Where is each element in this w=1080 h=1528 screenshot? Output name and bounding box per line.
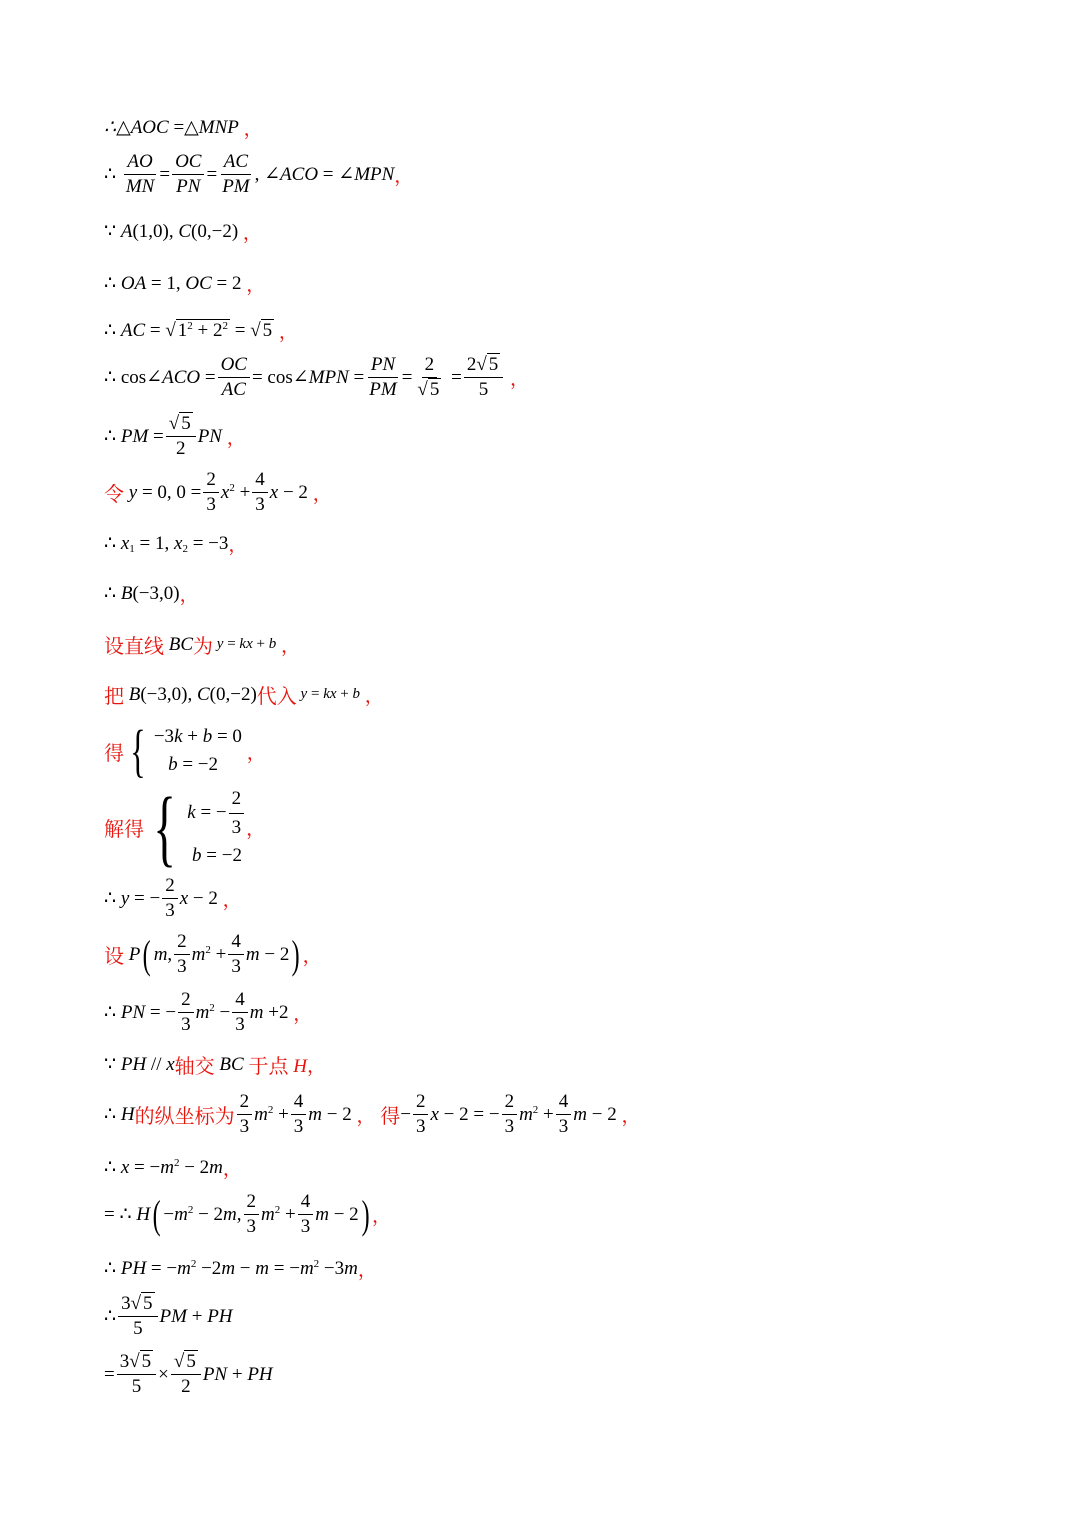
step-5: ∴ AC = √ $1^2 + 2^2$ = √ 5 ， (104, 320, 298, 343)
step-20: ∴ $x = -m^2 - 2m$ ， (104, 1157, 242, 1180)
step-13: 得 { −3k + b = 0 b = −2 ， (104, 718, 266, 783)
step-19: ∴ H 的纵坐标为 $\frac{2}{3}$ $m^2$ + $\frac{4}{3}$ m − 2 ， 得 − $\frac{2}{3}$ x − 2 = − $\frac{2}{3}$ $m^2$ + $\frac{4}{3}$ m − 2 ， (104, 1091, 641, 1137)
step-12: 把 B(−3,0), C(0,−2) 代入 y = kx + b ， (104, 683, 384, 708)
step-1: ∴△AOC =△MNP ， (104, 117, 263, 140)
step-21: = ∴ H ( $-m^2 - 2m$, $\frac{2}{3}$ $m^2$ + $\frac{4}{3}$ m − 2 ) ， (104, 1191, 392, 1237)
step-14: 解得 { k = − $\frac{2}{3}$ b = −2 ， (104, 779, 266, 875)
step-16: 设 P ( m, $\frac{2}{3}$ $m^2$ + $\frac{4}{3}$ m − 2 ) ， (104, 931, 322, 977)
step-17: ∴ PN = − $\frac{2}{3}$ $m^2$ − $\frac{4}{3}$ m +2 ， (104, 989, 313, 1035)
step-9: ∴ $x_1 = 1$, $x_2 = -3$ ， (104, 533, 248, 556)
step-11: 设直线 BC 为 y = kx + b ， (104, 633, 300, 658)
step-10: ∴ B(−3,0) ， (104, 583, 199, 606)
step-18: ∵ PH // x 轴交 BC 于点 H， (104, 1053, 326, 1078)
step-8: 令 y = 0, 0 = $\frac{2}{3}$ $x^2$ + $\frac{4}{3}$ x − 2 ， (104, 469, 332, 515)
step-22: ∴ PH = $-m^2 -2m - m = -m^2 -3m$ ， (104, 1258, 377, 1281)
step-23: ∴ $\frac{3√ 5}{5}$ PM + PH (104, 1293, 233, 1339)
step-24: = $\frac{3√ 5}{5}$ × $\frac{√ 5}{2}$ PN + PH (104, 1351, 273, 1397)
step-2: ∴ $\frac{AO}{MN}$ = $\frac{OC}{PN}$ = $\frac{AC}{PM}$ , ∠ACO = ∠MPN ， (104, 151, 414, 197)
step-6: ∴ cos∠ACO = $\frac{OC}{AC}$ = cos∠MPN = $\frac{PN}{PM}$ = $\frac{2}{√ 5}$ = $\frac{2√ 5}{5}$ ， (104, 354, 530, 400)
step-3: ∵ A(1,0), C(0,−2) ， (104, 221, 262, 244)
step-15: ∴ y = − $\frac{2}{3}$ x − 2 ， (104, 875, 242, 921)
step-4: ∴ OA = 1, OC = 2 ， (104, 273, 266, 296)
step-7: ∴ PM = $\frac{√ 5}{2}$ PN ， (104, 413, 246, 459)
